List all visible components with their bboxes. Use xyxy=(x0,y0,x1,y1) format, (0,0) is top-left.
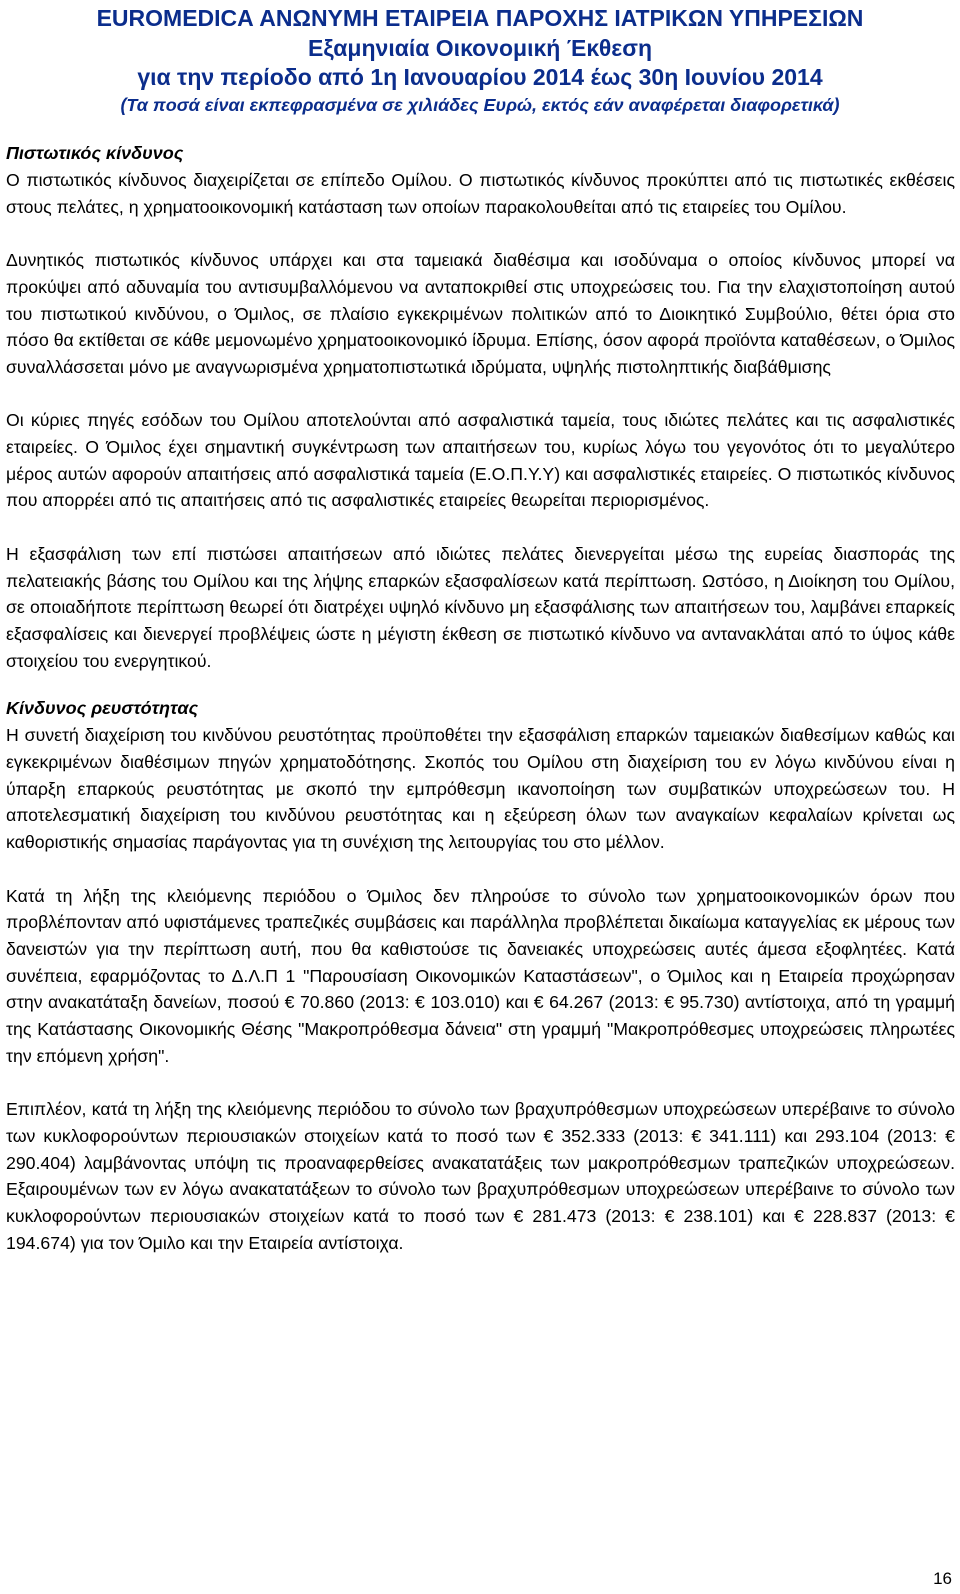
report-title: Εξαμηνιαία Οικονομική Έκθεση xyxy=(307,34,652,61)
report-period: για την περίοδο από 1η Ιανουαρίου 2014 έως 30η Ιουνίου 2014 xyxy=(137,64,823,90)
section-title-liquidity-risk: Κίνδυνος ρευστότητας xyxy=(6,698,199,719)
paragraph: Κατά τη λήξη της κλειόμενης περιόδου ο Όμιλος δεν πληρούσε το σύνολο των χρηματοοικονομικών όρων που προβλέπονταν από υφιστάμενες τραπεζικές συμβάσεις και παράλληλα προβλέπεται δικαίωμα καταγγελίας εκ μέρους των δανειστών για την περίπτωση αυτή, που θα καθιστούσε τις δανειακές υποχρεώσεις αυτές άμεσα εξοφλητέες. Κατά συνέπεια, εφαρμόζοντας το Δ.Λ.Π 1 "Παρουσίαση Οικονομικών Καταστάσεων", ο Όμιλος και η Εταιρεία προχώρησαν στην ανακατάταξη δανείων, ποσού € 70.860 (2013: € 103.010) και € 64.267 (2013: € 95.730) αντίστοιχα, από τη γραμμή της Κατάστασης Οικονομικής Θέσης "Μακροπρόθεσμα δάνεια" στη γραμμή "Μακροπρόθεσμες υποχρεώσεις πληρωτέες την επόμενη χρήση". xyxy=(6,885,955,1066)
paragraph: Δυνητικός πιστωτικός κίνδυνος υπάρχει και στα ταμειακά διαθέσιμα και ισοδύναμα ο οποίος κίνδυνος μπορεί να προκύψει από αδυναμία του αντισυμβαλλόμενου να ανταποκριθεί στις υποχρεώσεις του. Για την ελαχιστοποίηση αυτού του πιστωτικού κινδύνου, ο Όμιλος, σε πλαίσιο εγκεκριμένων πολιτικών από το Διοικητικό Συμβούλιο, θέτει όρια στο πόσο θα εκτίθεται σε κάθε μεμονωμένο χρηματοοικονομικό ίδρυμα. Επίσης, όσον αφορά προϊόντα καταθέσεων, ο Όμιλος συναλλάσσεται μόνο με αναγνωρισμένα χρηματοπιστωτικά ιδρύματα, υψηλής πιστοληπτικής διαβάθμισης xyxy=(6,250,955,377)
paragraph: Οι κύριες πηγές εσόδων του Ομίλου αποτελούνται από ασφαλιστικά ταμεία, τους ιδιώτες πελάτες και τις ασφαλιστικές εταιρείες. Ο Όμιλος έχει σημαντική συγκέντρωση των απαιτήσεων του, κυρίως λόγω του γεγονότος ότι το μεγαλύτερο μέρος αυτών αφορούν απαιτήσεις από ασφαλιστικά ταμεία (Ε.Ο.Π.Υ.Υ) και ασφαλιστικές εταιρείες. Ο πιστωτικός κίνδυνος που απορρέει από τις απαιτήσεις από τις ασφαλιστικές εταιρείες θεωρείται περιορισμένος. xyxy=(6,410,955,511)
report-header xyxy=(0,0,960,117)
page-number: 16 xyxy=(933,1569,952,1588)
section-title-credit-risk: Πιστωτικός κίνδυνος xyxy=(6,143,184,163)
company-name: EUROMEDICA ΑΝΩΝΥΜΗ ΕΤΑΙΡΕΙΑ ΠΑΡΟΧΗΣ ΙΑΤΡΙΚΩΝ ΥΠΗΡΕΣΙΩΝ xyxy=(96,5,864,31)
document-body xyxy=(6,140,955,1256)
paragraph: Επιπλέον, κατά τη λήξη της κλειόμενης περιόδου το σύνολο των βραχυπρόθεσμων υποχρεώσεων υπερέβαινε το σύνολο των κυκλοφορούντων περιουσιακών στοιχείων κατά το ποσό των € 352.333 (2013: € 341.111) και 293.104 (2013: € 290.404) λαμβάνοντας υπόψη τις προαναφερθείσες ανακατατάξεις των μακροπρόθεσμων τραπεζικών υποχρεώσεων. Εξαιρουμένων των εν λόγω ανακατατάξεων το σύνολο των βραχυπρόθεσμων υποχρεώσεων υπερέβαινε το σύνολο των κυκλοφορούντων περιουσιακών στοιχείων κατά το ποσό των € 281.473 (2013: € 238.101) και € 228.837 (2013: € 194.674) για τον Όμιλο και την Εταιρεία αντίστοιχα. xyxy=(6,1099,955,1253)
paragraph: Ο πιστωτικός κίνδυνος διαχειρίζεται σε επίπεδο Ομίλου. Ο πιστωτικός κίνδυνος προκύπτει από τις πιστωτικές εκθέσεις στους πελάτες, η χρηματοοικονομική κατάσταση των οποίων παρακολουθείται από τις εταιρείες του Ομίλου. xyxy=(6,170,955,217)
currency-note: (Τα ποσά είναι εκπεφρασμένα σε χιλιάδες Ευρώ, εκτός εάν αναφέρεται διαφορετικά) xyxy=(120,94,840,115)
paragraph: Η εξασφάλιση των επί πιστώσει απαιτήσεων από ιδιώτες πελάτες διενεργείται μέσω της ευρείας διασποράς της πελατειακής βάσης του Ομίλου και της λήψης επαρκών εξασφαλίσεων κατά περίπτωση. Ωστόσο, η Διοίκηση του Ομίλου, σε οποιαδήποτε περίπτωση θεωρεί ότι διατρέχει υψηλό κίνδυνο μη εξασφάλισης των απαιτήσεων του, λαμβάνει επαρκείς εξασφαλίσεις και διενεργεί προβλέψεις ώστε η μέγιστη έκθεση σε πιστωτικό κίνδυνο να αντανακλάται από το ύψος κάθε στοιχείου του ενεργητικού. xyxy=(6,543,955,671)
paragraph: Η συνετή διαχείριση του κινδύνου ρευστότητας προϋποθέτει την εξασφάλιση επαρκών ταμειακών διαθεσίμων καθώς και εγκεκριμένων διαθέσιμων πηγών χρηματοδότησης. Σκοπός του Ομίλου στη διαχείριση του εν λόγω κινδύνου είναι η ύπαρξη επαρκούς ρευστότητας με σκοπό την εμπρόθεσμη ικανοποίηση των συμβατικών υποχρεώσεων του. Η αποτελεσματική διαχείριση του κινδύνου ρευστότητας και η εξεύρεση όλων των αναγκαίων κεφαλαίων κρίνεται ως καθοριστικής σημασίας παράγοντας για τη συνέχιση της λειτουργίας του στο μέλλον. xyxy=(6,725,955,853)
